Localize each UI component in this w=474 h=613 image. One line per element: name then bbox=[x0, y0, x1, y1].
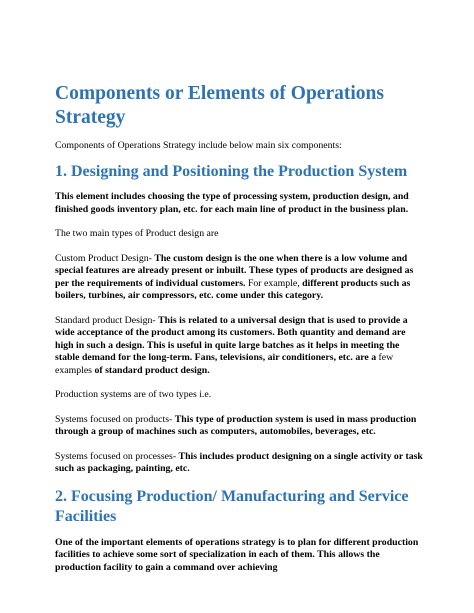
bold-text: This includes product designing on a single activity or task such as packaging, painting, etc. bbox=[55, 450, 423, 474]
paragraph-label: Systems focused on processes- bbox=[55, 450, 179, 462]
document-title: Components or Elements of Operations Strategy bbox=[55, 83, 384, 128]
normal-text: For example, bbox=[245, 277, 303, 289]
document-page bbox=[55, 82, 423, 574]
paragraph-systems-focused-on-products bbox=[55, 414, 423, 439]
bold-text: This is related to a universal design that is used to provide a wide acceptance of the product among its customers. Both quantity and demand are high in such a design. This is useful in quite large batches as it helps in meeting the stable demand for the long-term. Fans, televisions, air conditioners, etc. are a bbox=[55, 314, 408, 363]
bold-text: One of the important elements of operations strategy is to plan for different production facilities to achieve some sort of specialization in each of them. This allows the production facility to gain a command over achieving bbox=[55, 536, 419, 573]
paragraph-production-facilities bbox=[55, 537, 423, 575]
paragraph-standard-product-design bbox=[55, 315, 423, 378]
bold-text: This type of production system is used in mass production through a group of machines such as computers, automobiles, beverages, etc. bbox=[55, 413, 417, 437]
section-heading-focusing-production: 2. Focusing Production/ Manufacturing and Service Facilities bbox=[55, 487, 409, 525]
bold-text: different products such as boilers, turbines, air compressors, etc. come under this category. bbox=[55, 277, 411, 301]
paragraph-label: Standard product Design- bbox=[55, 314, 159, 326]
paragraph-production-system-types: Production systems are of two types i.e. bbox=[55, 389, 212, 400]
paragraph-product-design-types: The two main types of Product design are bbox=[55, 228, 219, 239]
bold-text: This element includes choosing the type of processing system, production design, and finished goods inventory plan, etc. for each main line of product in the business plan. bbox=[55, 191, 409, 215]
bold-text: of standard product design. bbox=[94, 364, 210, 376]
paragraph-label: Systems focused on products- bbox=[55, 413, 175, 425]
paragraph-element-description bbox=[55, 191, 423, 216]
intro-paragraph: Components of Operations Strategy include below main six components: bbox=[55, 140, 342, 151]
paragraph-systems-focused-on-processes bbox=[55, 451, 423, 476]
paragraph-custom-product-design bbox=[55, 253, 423, 303]
normal-text: few examples bbox=[55, 352, 394, 376]
section-heading-designing-positioning: 1. Designing and Positioning the Production System bbox=[55, 163, 408, 180]
paragraph-label: Custom Product Design- bbox=[55, 252, 155, 264]
bold-text: The custom design is the one when there is a low volume and special features are already present or inbuilt. These types of products are designed as per the requirements of individual customers. bbox=[55, 252, 414, 289]
